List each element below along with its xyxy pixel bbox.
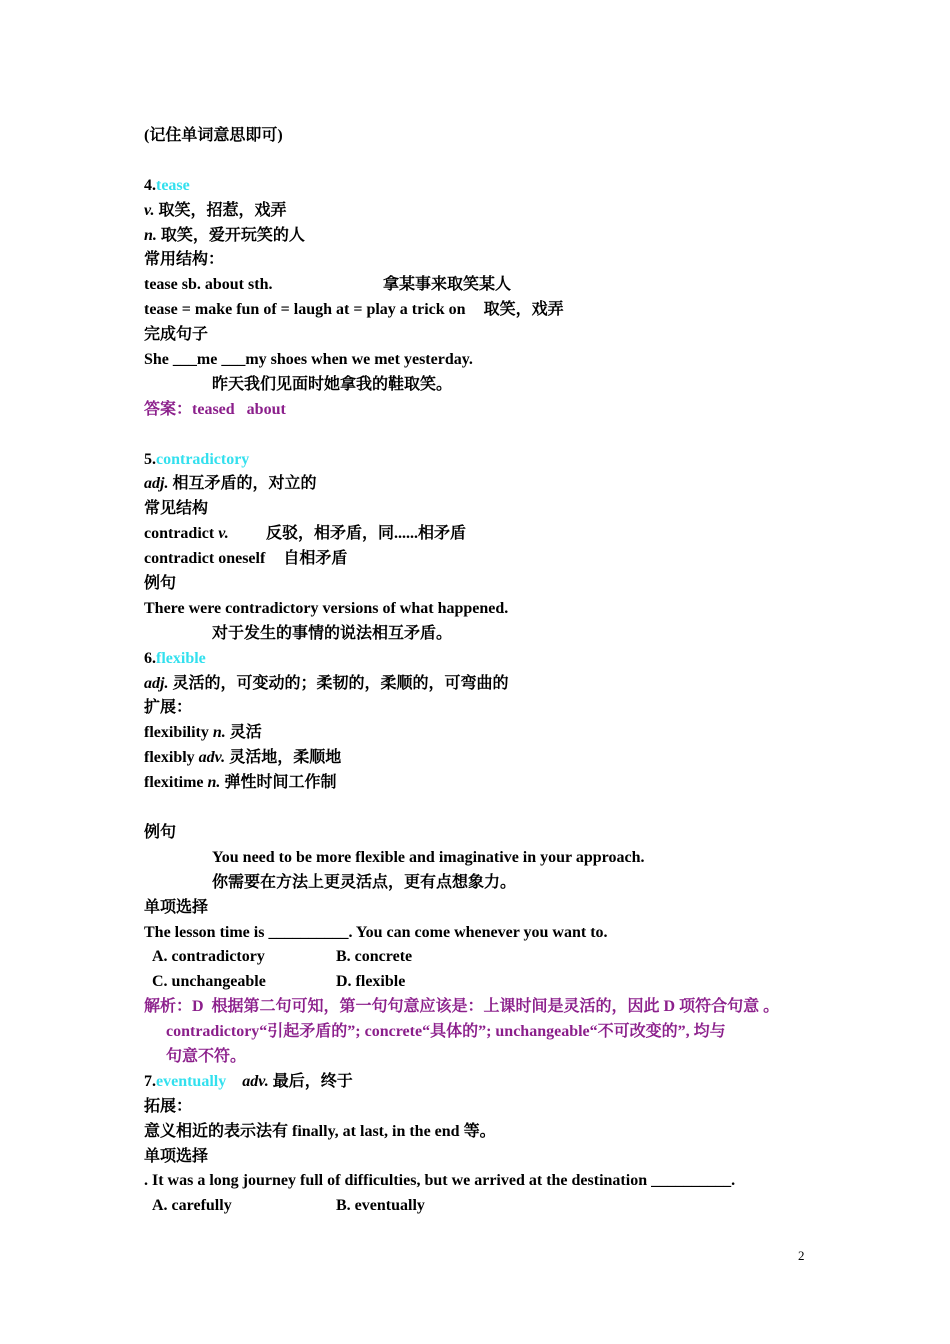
option-a: A. carefully — [152, 1197, 232, 1215]
word-6-example-cn: 你需要在方法上更灵活点，更有点想象力。 — [212, 873, 517, 891]
word-4-def-v: v. 取笑，招惹，戏弄 — [144, 201, 287, 219]
word-5-struct-label: 常见结构 — [144, 500, 209, 518]
word-4-sentence: She ___me ___my shoes when we met yesterday. — [144, 351, 473, 369]
word-6-mc-label: 单项选择 — [144, 898, 209, 916]
word-7-ext-label: 拓展： — [144, 1097, 193, 1115]
word-7-title: eventually — [156, 1072, 227, 1090]
word-7-heading: 7.eventually adv. 最后，终于 — [144, 1072, 353, 1090]
word-5-struct-2: contradict oneself 自相矛盾 — [144, 550, 348, 568]
option-c: C. unchangeable — [152, 973, 266, 991]
option-b: B. concrete — [336, 948, 413, 966]
word-6-ext-3: flexitime n. 弹性时间工作制 — [144, 774, 337, 792]
word-6-question: The lesson time is __________. You can come whenever you want to. — [144, 923, 608, 941]
word-7-mc-label: 单项选择 — [144, 1147, 209, 1165]
word-4-def-n: n. 取笑，爱开玩笑的人 — [144, 226, 305, 244]
word-6-def: adj. 灵活的，可变动的；柔韧的，柔顺的，可弯曲的 — [144, 674, 509, 692]
word-6-example-label: 例句 — [144, 823, 177, 841]
word-6-analysis-1: 解析：D 根据第二句可知，第一句句意应该是：上课时间是灵活的，因此 D 项符合句意 。 — [144, 998, 780, 1016]
word-6-ext-1: flexibility n. 灵活 — [144, 724, 262, 742]
word-5-example-cn: 对于发生的事情的说法相互矛盾。 — [212, 624, 453, 642]
word-4-struct-2: tease = make fun of = laugh at = play a trick on 取笑，戏弄 — [144, 301, 564, 319]
word-7-options-ab — [144, 1194, 824, 1219]
word-7-ext: 意义相近的表示法有 finally, at last, in the end 等。 — [144, 1122, 496, 1140]
word-6-example: You need to be more flexible and imaginative in your approach. — [212, 848, 645, 866]
word-5-struct-1: contradict v. 反驳，相矛盾，同......相矛盾 — [144, 525, 467, 543]
document-page — [144, 124, 824, 1219]
word-6-options-cd — [144, 970, 824, 995]
word-4-struct-1: tease sb. about sth. 拿某事来取笑某人 — [144, 276, 512, 294]
word-5-def: adj. 相互矛盾的，对立的 — [144, 475, 317, 493]
word-6-analysis-3: 句意不符。 — [166, 1047, 247, 1065]
word-7-question: . It was a long journey full of difficulties, but we arrived at the destination __________. — [144, 1172, 736, 1190]
word-6-analysis-2: contradictory“引起矛盾的”; concrete“具体的”; unchangeable“不可改变的”, 均与 — [166, 1023, 726, 1041]
intro-note: (记住单词意思即可) — [144, 127, 283, 144]
word-5-title: contradictory — [156, 450, 250, 468]
word-5-heading: 5.contradictory — [144, 450, 250, 468]
word-4-struct-label: 常用结构： — [144, 251, 225, 269]
word-6-title: flexible — [156, 649, 206, 667]
word-6-ext-2: flexibly adv. 灵活地，柔顺地 — [144, 749, 342, 767]
word-4-sentence-cn: 昨天我们见面时她拿我的鞋取笑。 — [212, 375, 453, 393]
word-5-example-label: 例句 — [144, 575, 177, 593]
word-5-example: There were contradictory versions of what happened. — [144, 599, 509, 617]
word-6-ext-label: 扩展： — [144, 699, 193, 717]
page-number: 2 — [798, 1248, 805, 1263]
word-6-options-ab — [144, 945, 824, 970]
option-a: A. contradictory — [152, 948, 265, 966]
option-d: D. flexible — [336, 973, 406, 991]
word-4-heading: 4.tease — [144, 176, 190, 194]
option-b: B. eventually — [336, 1197, 425, 1215]
word-6-heading: 6.flexible — [144, 649, 206, 667]
word-4-answer: 答案：teased about — [144, 400, 286, 418]
word-4-title: tease — [156, 176, 190, 194]
word-4-complete-label: 完成句子 — [144, 326, 209, 344]
